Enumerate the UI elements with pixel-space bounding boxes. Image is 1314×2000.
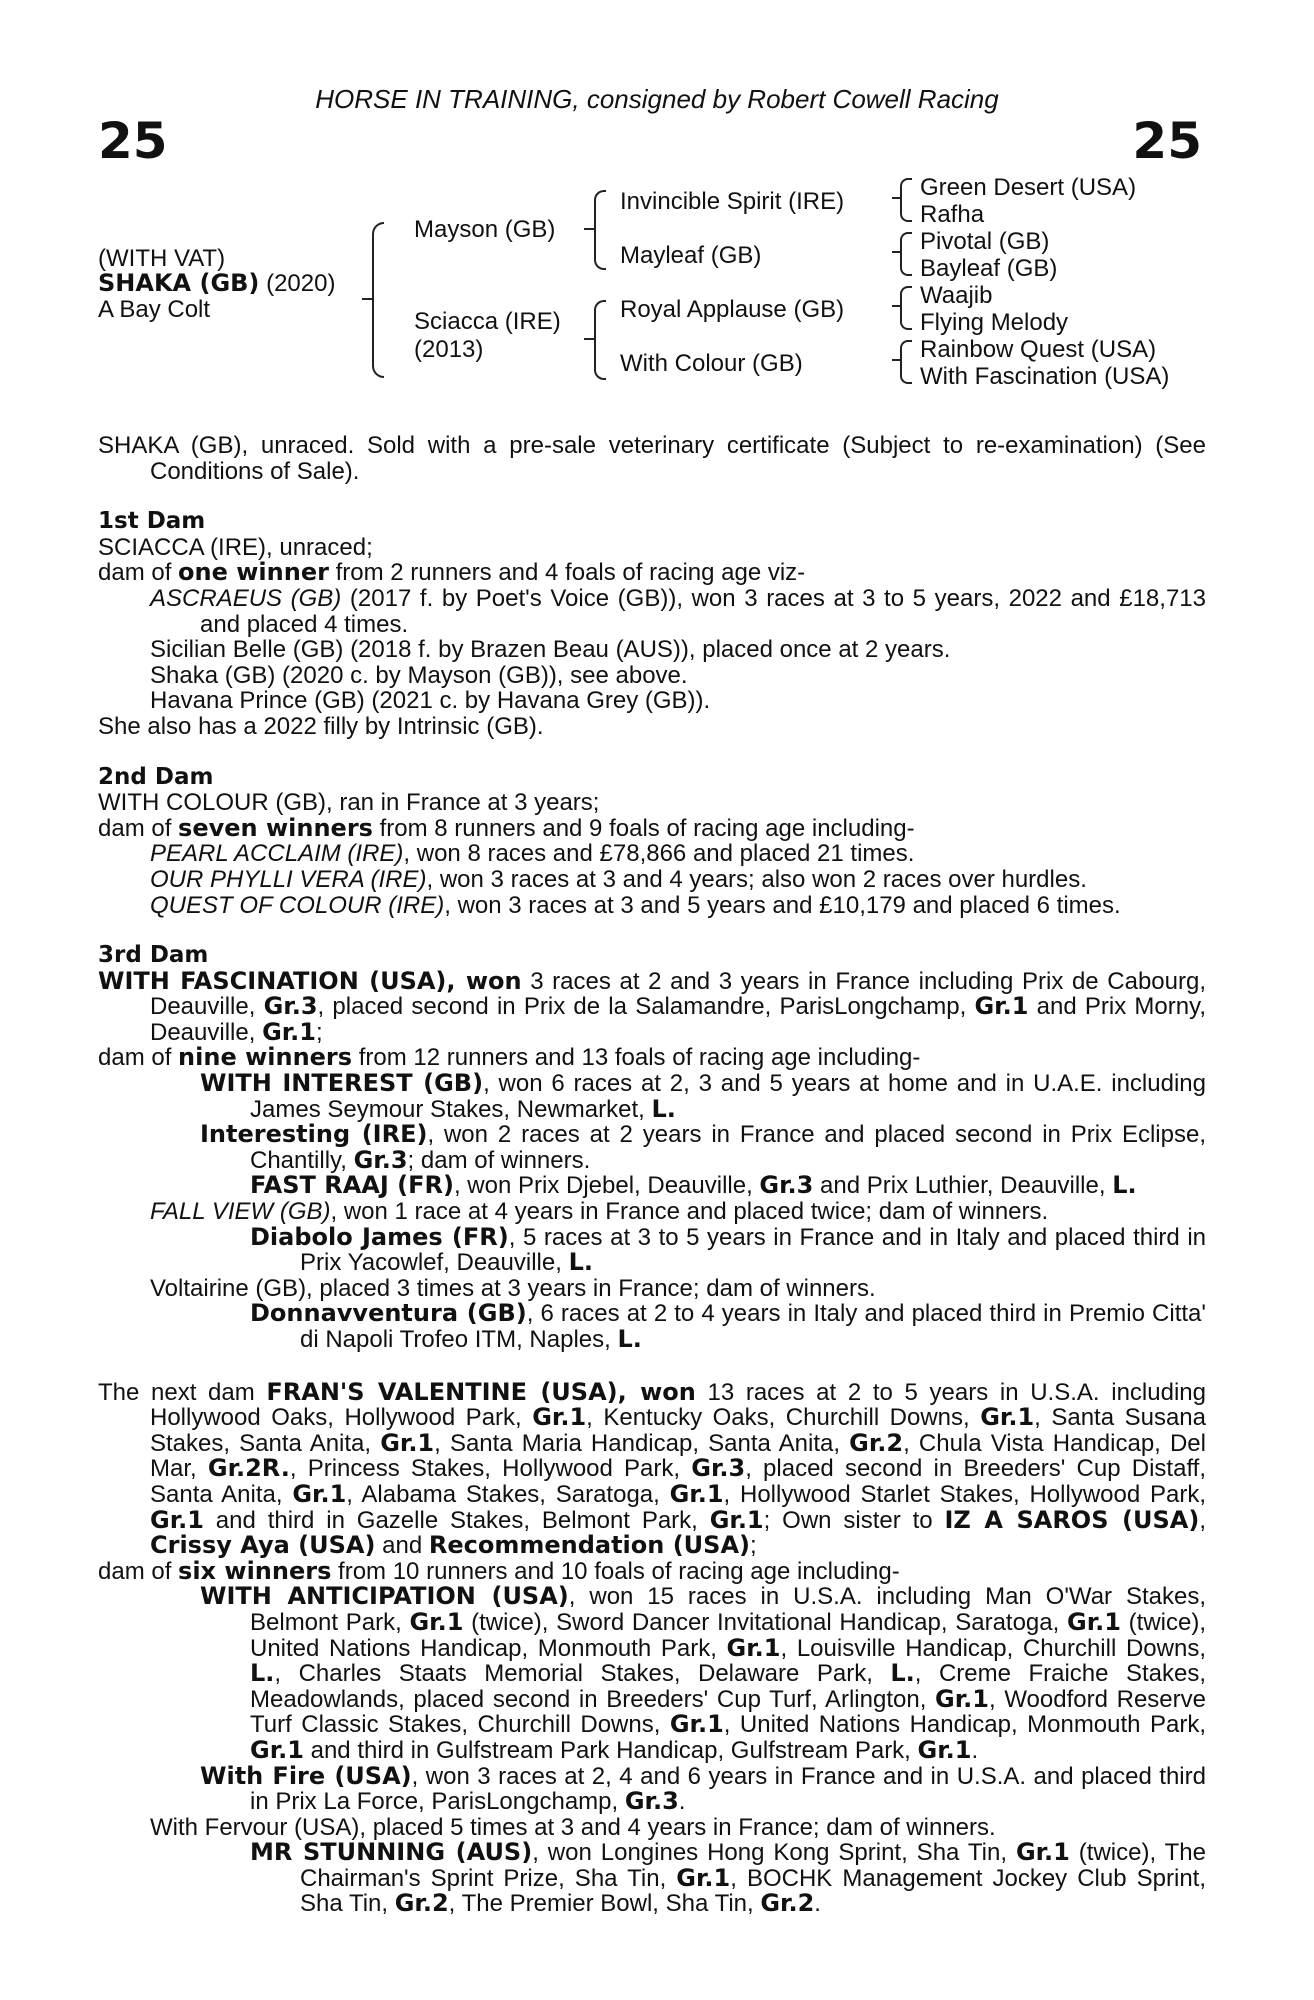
lot-number-left: 25 bbox=[98, 112, 168, 170]
pedigree-brace-main bbox=[372, 222, 384, 378]
second-dam-line: WITH COLOUR (GB), ran in France at 3 years; bbox=[98, 789, 600, 817]
pedigree-brace-g3b-tick bbox=[892, 251, 900, 253]
ancestor-bayleaf: Bayleaf (GB) bbox=[920, 255, 1058, 282]
third-dam-produce-summary: dam of nine winners from 12 runners and 13 foals of racing age including- bbox=[98, 1043, 921, 1072]
pedigree-brace-g3d-tick bbox=[892, 359, 900, 361]
third-dam-heading: 3rd Dam bbox=[98, 942, 209, 969]
sire-sire: Invincible Spirit (IRE) bbox=[620, 188, 845, 215]
sire: Mayson (GB) bbox=[414, 216, 556, 243]
third-dam-produce-interesting: Interesting (IRE), won 2 races at 2 years in France and placed second in Prix Eclipse, Chantilly, Gr.3; dam of winners. bbox=[200, 1120, 1206, 1174]
second-dam-heading: 2nd Dam bbox=[98, 763, 214, 790]
dam-sire: Royal Applause (GB) bbox=[620, 296, 845, 323]
pedigree-brace-g3d bbox=[900, 340, 912, 384]
third-dam-grandproduce-donnavventura: Donnavventura (GB), 6 races at 2 to 4 years in Italy and placed third in Premio Citta' di Napoli Trofeo ITM, Naples, L. bbox=[250, 1299, 1206, 1353]
third-dam-produce-fall-view: FALL VIEW (GB), won 1 race at 4 years in France and placed twice; dam of winners. bbox=[150, 1198, 1049, 1226]
pedigree-brace-sire bbox=[594, 190, 606, 270]
second-dam-produce-our-phylli-vera: OUR PHYLLI VERA (IRE), won 3 races at 3 and 4 years; also won 2 races over hurdles. bbox=[150, 865, 1087, 893]
vat-label: (WITH VAT) bbox=[98, 245, 226, 272]
pedigree-brace-g3b bbox=[900, 232, 912, 276]
dam-year: (2013) bbox=[414, 336, 484, 363]
pedigree-brace-main-tick bbox=[362, 298, 372, 300]
ancestor-flying-melody: Flying Melody bbox=[920, 309, 1069, 336]
next-dam-produce-with-fire: With Fire (USA), won 3 races at 2, 4 and 6 years in France and in U.S.A. and placed third in Prix La Force, ParisLongchamp, Gr.3. bbox=[200, 1761, 1206, 1816]
pedigree-brace-dam bbox=[594, 300, 606, 380]
ancestor-rafha: Rafha bbox=[920, 201, 985, 228]
ancestor-waajib: Waajib bbox=[920, 282, 993, 309]
first-dam-produce-sicilian-belle: Sicilian Belle (GB) (2018 f. by Brazen Beau (AUS)), placed once at 2 years. bbox=[150, 636, 951, 664]
next-dam-record: The next dam FRAN'S VALENTINE (USA), won 13 races at 2 to 5 years in U.S.A. including Hollywood Oaks, Hollywood Park, Gr.1, Kentucky Oaks, Churchill Downs, Gr.1, Santa Susana Stakes, Santa Anita, Gr.1, Santa Maria Handicap, Santa Anita, Gr.2, Chula Vista Handicap, Del Mar, Gr.2R., Princess Stakes, Hollywood Park, Gr.3, placed second in Breeders' Cup Distaff, Santa Anita, Gr.1, Alabama Stakes, Saratoga, Gr.1, Hollywood Starlet Stakes, Hollywood Park, Gr.1 and third in Gazelle Stakes, Belmont Park, Gr.1; Own sister to IZ A SAROS (USA), Crissy Aya (USA) and Recommendation (USA); bbox=[98, 1377, 1207, 1560]
first-dam-line: SCIACCA (IRE), unraced; bbox=[98, 533, 373, 561]
pedigree-brace-g3c bbox=[900, 286, 912, 330]
next-dam-grandproduce-mr-stunning: MR STUNNING (AUS), won Longines Hong Kong Sprint, Sha Tin, Gr.1 (twice), The Chairman's Sprint Prize, Sha Tin, Gr.1, BOCHK Management Jockey Club Sprint, Sha Tin, Gr.2, The Premier Bowl, Sha Tin, Gr.2. bbox=[250, 1838, 1207, 1918]
ancestor-green-desert: Green Desert (USA) bbox=[920, 174, 1137, 201]
first-dam-winner-count: one winner bbox=[178, 558, 329, 587]
second-dam-produce-pearl-acclaim: PEARL ACCLAIM (IRE), won 8 races and £78,866 and placed 21 times. bbox=[150, 840, 915, 868]
next-dam-produce-with-anticipation: WITH ANTICIPATION (USA), won 15 races in U.S.A. including Man O'War Stakes, Belmont Park, Gr.1 (twice), Sword Dancer Invitational Handicap, Saratoga, Gr.1 (twice), United Nations Handicap, Monmouth Park, Gr.1, Louisville Handicap, Churchill Downs, L., Charles Staats Memorial Stakes, Delaware Park, L., Creme Fraiche Stakes, Meadowlands, placed second in Breeders' Cup Turf, Arlington, Gr.1, Woodford Reserve Turf Classic Stakes, Churchill Downs, Gr.1, United Nations Handicap, Monmouth Park, Gr.1 and third in Gulfstream Park Handicap, Gulfstream Park, Gr.1. bbox=[200, 1582, 1207, 1764]
first-dam-note: She also has a 2022 filly by Intrinsic (GB). bbox=[98, 712, 544, 740]
third-dam-grandproduce-fast-raaj: FAST RAAJ (FR), won Prix Djebel, Deauville, Gr.3 and Prix Luthier, Deauville, L. bbox=[250, 1171, 1137, 1200]
first-dam-heading: 1st Dam bbox=[98, 508, 206, 535]
catalogue-body bbox=[98, 433, 1206, 1917]
ancestor-rainbow-quest: Rainbow Quest (USA) bbox=[920, 336, 1157, 363]
second-dam-produce-quest-of-colour: QUEST OF COLOUR (IRE), won 3 races at 3 and 5 years and £10,179 and placed 6 times. bbox=[150, 891, 1121, 919]
intro-paragraph: SHAKA (GB), unraced. Sold with a pre-sale veterinary certificate (Subject to re-examination) (See Conditions of Sale). bbox=[98, 432, 1206, 485]
pedigree-brace-sire-tick bbox=[584, 228, 594, 230]
horse-year: (2020) bbox=[266, 270, 336, 297]
pedigree-brace-g3a bbox=[900, 178, 912, 222]
next-dam-produce-with-fervour: With Fervour (USA), placed 5 times at 3 and 4 years in France; dam of winners. bbox=[150, 1813, 996, 1841]
first-dam-produce-shaka: Shaka (GB) (2020 c. by Mayson (GB)), see above. bbox=[150, 661, 688, 689]
third-dam-record: WITH FASCINATION (USA), won 3 races at 2 and 3 years in France including Prix de Cabourg, Deauville, Gr.3, placed second in Prix de la Salamandre, ParisLongchamp, Gr.1 and Prix Morny, Deauville, Gr.1; bbox=[98, 966, 1207, 1046]
pedigree-brace-dam-tick bbox=[584, 338, 594, 340]
first-dam-produce-ascraeus: ASCRAEUS (GB) (2017 f. by Poet's Voice (GB)), won 3 races at 3 to 5 years, 2022 and £18,713 and placed 4 times. bbox=[150, 584, 1206, 638]
sire-dam: Mayleaf (GB) bbox=[620, 242, 762, 269]
dam: Sciacca (IRE) bbox=[414, 308, 561, 335]
third-dam-grandproduce-diabolo-james: Diabolo James (FR), 5 races at 3 to 5 years in France and in Italy and placed third in Prix Yacowlef, Deauville, L. bbox=[250, 1222, 1206, 1277]
catalogue-header-title: HORSE IN TRAINING, consigned by Robert Cowell Racing bbox=[315, 84, 999, 114]
next-dam-produce-summary: dam of six winners from 10 runners and 10 foals of racing age including- bbox=[98, 1556, 900, 1585]
second-dam-produce-summary: dam of seven winners from 8 runners and 9 foals of racing age including- bbox=[98, 813, 915, 842]
pedigree-brace-g3a-tick bbox=[892, 197, 900, 199]
lot-number-right: 25 bbox=[1132, 112, 1202, 170]
ancestor-with-fascination: With Fascination (USA) bbox=[920, 363, 1170, 390]
second-dam-winner-count: seven winners bbox=[178, 813, 373, 842]
pedigree-brace-g3c-tick bbox=[892, 305, 900, 307]
first-dam-produce-summary: dam of one winner from 2 runners and 4 foals of racing age viz- bbox=[98, 558, 806, 587]
ancestor-pivotal: Pivotal (GB) bbox=[920, 228, 1050, 255]
horse-name bbox=[98, 269, 335, 298]
dam-dam: With Colour (GB) bbox=[620, 350, 803, 377]
horse-name-text: SHAKA (GB) bbox=[98, 269, 260, 297]
third-dam-produce-with-interest: WITH INTEREST (GB), won 6 races at 2, 3 and 5 years at home and in U.A.E. including James Seymour Stakes, Newmarket, L. bbox=[200, 1069, 1206, 1123]
horse-description: A Bay Colt bbox=[98, 296, 211, 323]
third-dam-produce-voltairine: Voltairine (GB), placed 3 times at 3 years in France; dam of winners. bbox=[150, 1274, 876, 1302]
first-dam-produce-havana-prince: Havana Prince (GB) (2021 c. by Havana Grey (GB)). bbox=[150, 687, 711, 715]
